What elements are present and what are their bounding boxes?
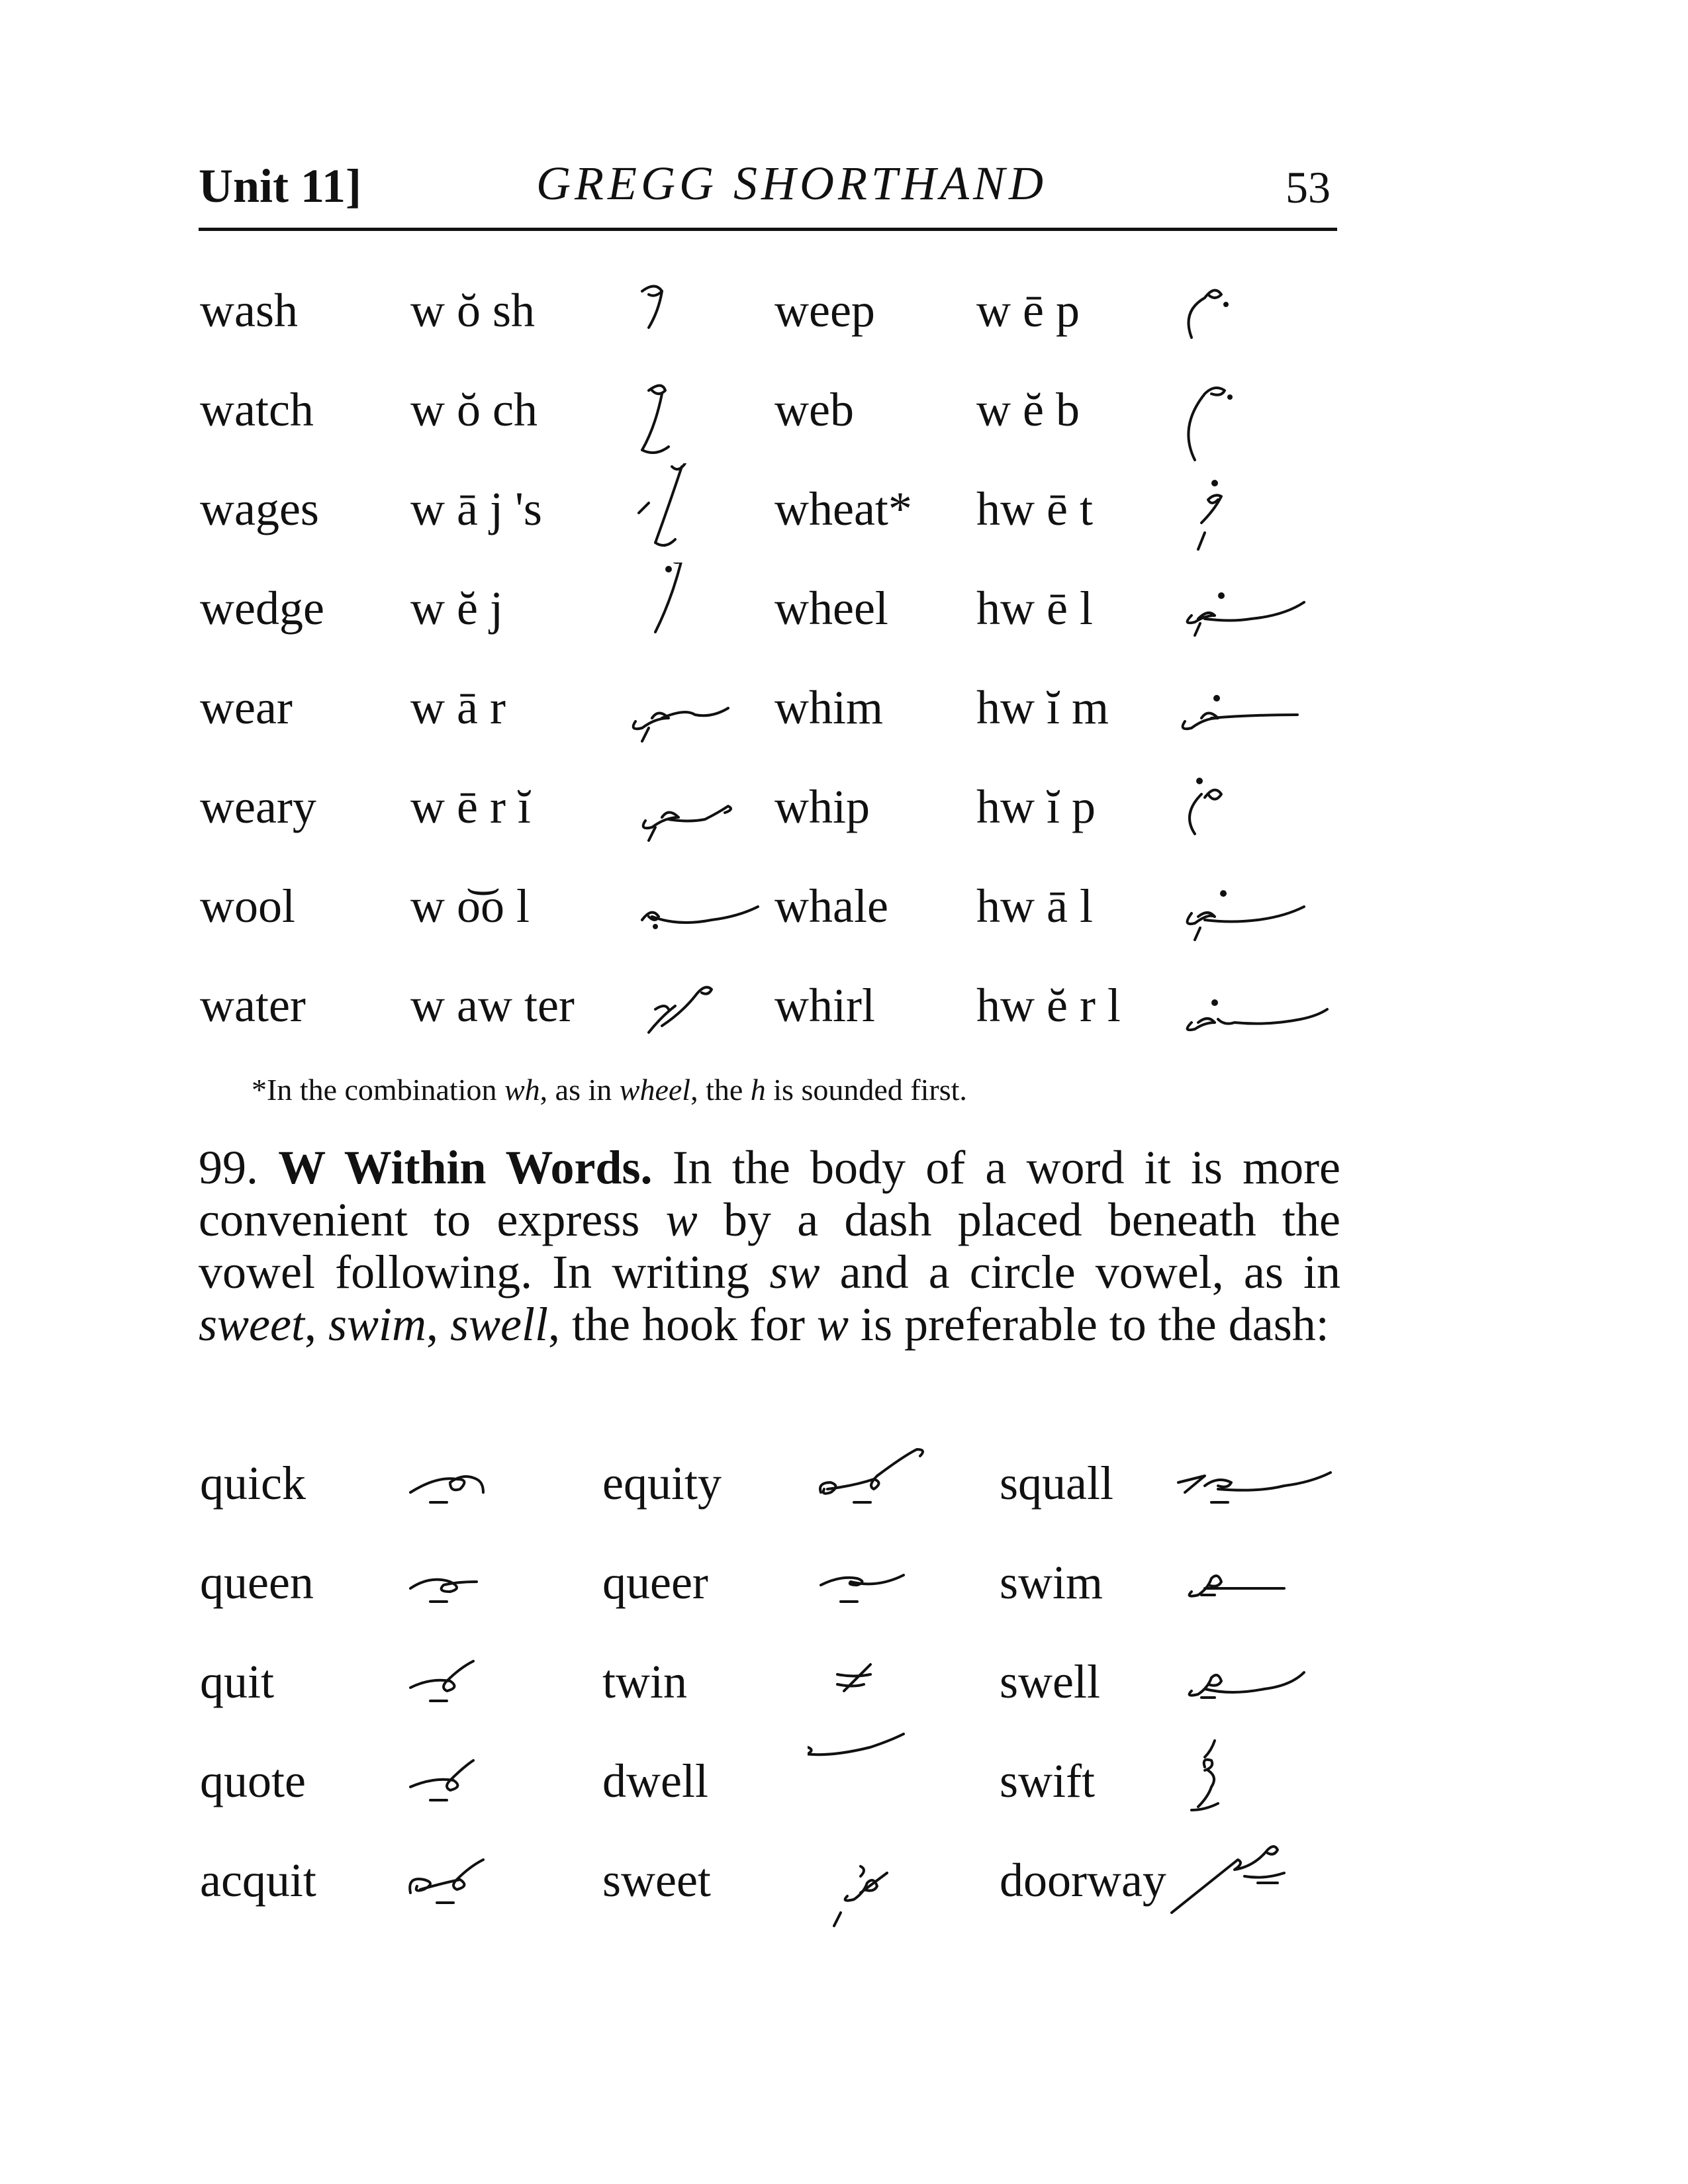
sound-cell: hw ĭ p [976,780,1096,833]
shorthand-outline [808,1727,1006,1823]
paragraph-italic: w [665,1193,698,1246]
paragraph-text: by a dash placed beneath the vowel following. In writing [199,1193,1340,1298]
shorthand-outline [1165,1827,1297,1923]
section-heading: W Within Words. [278,1141,653,1194]
sound-cell: hw ĕ r l [976,979,1121,1032]
sound-cell: w ē p [976,284,1080,337]
grid-row [199,1430,1337,1529]
footnote-text: , the [690,1073,751,1107]
paragraph-italic: sw [769,1246,820,1298]
paragraph-text: , [426,1298,451,1351]
sound-cell: w aw ter [410,979,575,1032]
word-cell: water [200,979,306,1032]
sound-cell: w ĕ b [976,383,1080,436]
grid-word: dwell [602,1754,708,1807]
word-cell: whim [774,681,884,734]
book-title: GREGG SHORTHAND [536,157,1047,210]
shorthand-outline [397,1430,530,1525]
grid-row [199,1727,1337,1827]
grid-word: queer [602,1556,708,1609]
grid-word: equity [602,1457,722,1510]
grid-word: swift [1000,1754,1095,1807]
shorthand-outline [397,1827,530,1923]
word-cell: wheel [774,582,888,635]
shorthand-outline [1165,860,1324,966]
grid-word: squall [1000,1457,1113,1510]
word-cell: wool [200,880,295,933]
section-paragraph [199,1142,1340,1351]
sound-cell: hw ē l [976,582,1093,635]
sound-cell: w ā r [410,681,506,734]
shorthand-outline [1165,265,1258,357]
word-cell: wheat* [774,482,912,535]
shorthand-outline [1165,761,1258,867]
word-cell: wedge [200,582,324,635]
paragraph-italic: sweet [199,1298,305,1351]
word-cell: weep [774,284,875,337]
table-row [199,761,1337,860]
table-row [199,662,1337,761]
paragraph-italic: w [816,1298,849,1351]
sound-cell: w ŏ sh [410,284,536,337]
sound-cell: w ĕ j [410,582,503,635]
grid-row [199,1827,1337,1926]
grid-word: swim [1000,1556,1103,1609]
paragraph-text: In the body of a word it is more convenient to express [199,1141,1341,1246]
shorthand-outline [397,1727,530,1823]
shorthand-outline [1165,1529,1297,1625]
shorthand-outline [1165,1628,1324,1724]
table-row [199,364,1337,463]
shorthand-outline [622,563,702,668]
footnote-text: , as in [539,1073,620,1107]
word-cell: weary [200,780,316,833]
shorthand-outline [1165,960,1337,1066]
word-cell: whirl [774,979,875,1032]
table-row [199,463,1337,563]
shorthand-outline [808,1529,940,1625]
grid-row [199,1529,1337,1628]
page-number: 53 [1286,162,1331,212]
word-cell: whale [774,880,888,933]
paragraph-text: is preferable to the dash: [848,1298,1329,1351]
grid-word: queen [200,1556,314,1609]
footnote-italic: wheel [619,1073,691,1107]
grid-word: quick [200,1457,306,1510]
sound-cell: hw ē t [976,482,1093,535]
paragraph-text: and a circle vowel, as in [820,1246,1340,1298]
paragraph-text: , the hook for [548,1298,817,1351]
shorthand-outline [397,1628,530,1724]
shorthand-outline [808,1628,940,1724]
footnote-text: *In the combination [252,1073,504,1107]
section-number: 99. [199,1141,258,1194]
footnote-italic: h [750,1073,766,1107]
sound-cell: w o͝o l [410,880,530,933]
shorthand-outline [1165,463,1258,569]
grid-word: twin [602,1655,688,1708]
sound-cell: w ā j 's [410,482,542,535]
shorthand-outline [1165,1727,1297,1837]
word-cell: wash [200,284,298,337]
sound-cell: w ŏ ch [410,383,538,436]
table-row [199,563,1337,662]
shorthand-outline [1165,662,1324,768]
footnote-text: is sounded first. [765,1073,967,1107]
header-rule [199,228,1337,231]
sound-cell: hw ĭ m [976,681,1109,734]
page-header [199,159,1337,225]
shorthand-outline [1165,364,1258,470]
table-row [199,265,1337,364]
sound-cell: hw ā l [976,880,1093,933]
grid-row [199,1628,1337,1727]
shorthand-outline [622,364,702,470]
shorthand-outline [1165,1430,1337,1525]
shorthand-outline [622,265,702,357]
unit-label: Unit 11] [199,159,362,212]
paragraph-italic: swell [450,1298,549,1351]
grid-word: quote [200,1754,306,1807]
grid-word: swell [1000,1655,1100,1708]
shorthand-outline [808,1827,940,1949]
table-row [199,860,1337,960]
shorthand-outline [808,1430,966,1525]
shorthand-outline [622,860,781,966]
word-cell: watch [200,383,314,436]
footnote [252,1072,967,1107]
shorthand-outline [622,662,755,768]
shorthand-outline [622,463,702,569]
word-cell: whip [774,780,870,833]
paragraph-italic: swim [328,1298,427,1351]
footnote-italic: wh [504,1073,540,1107]
table-row [199,960,1337,1059]
grid-word: acquit [200,1854,316,1907]
shorthand-outline [1165,563,1324,668]
word-cell: wages [200,482,319,535]
sound-cell: w ē r ĭ [410,780,531,833]
word-cell: wear [200,681,293,734]
paragraph-text: , [304,1298,328,1351]
shorthand-outline [622,761,755,867]
grid-word: sweet [602,1854,711,1907]
shorthand-outline [622,960,755,1066]
word-cell: web [774,383,854,436]
grid-word: doorway [1000,1854,1166,1907]
grid-word: quit [200,1655,275,1708]
shorthand-outline [397,1529,530,1625]
